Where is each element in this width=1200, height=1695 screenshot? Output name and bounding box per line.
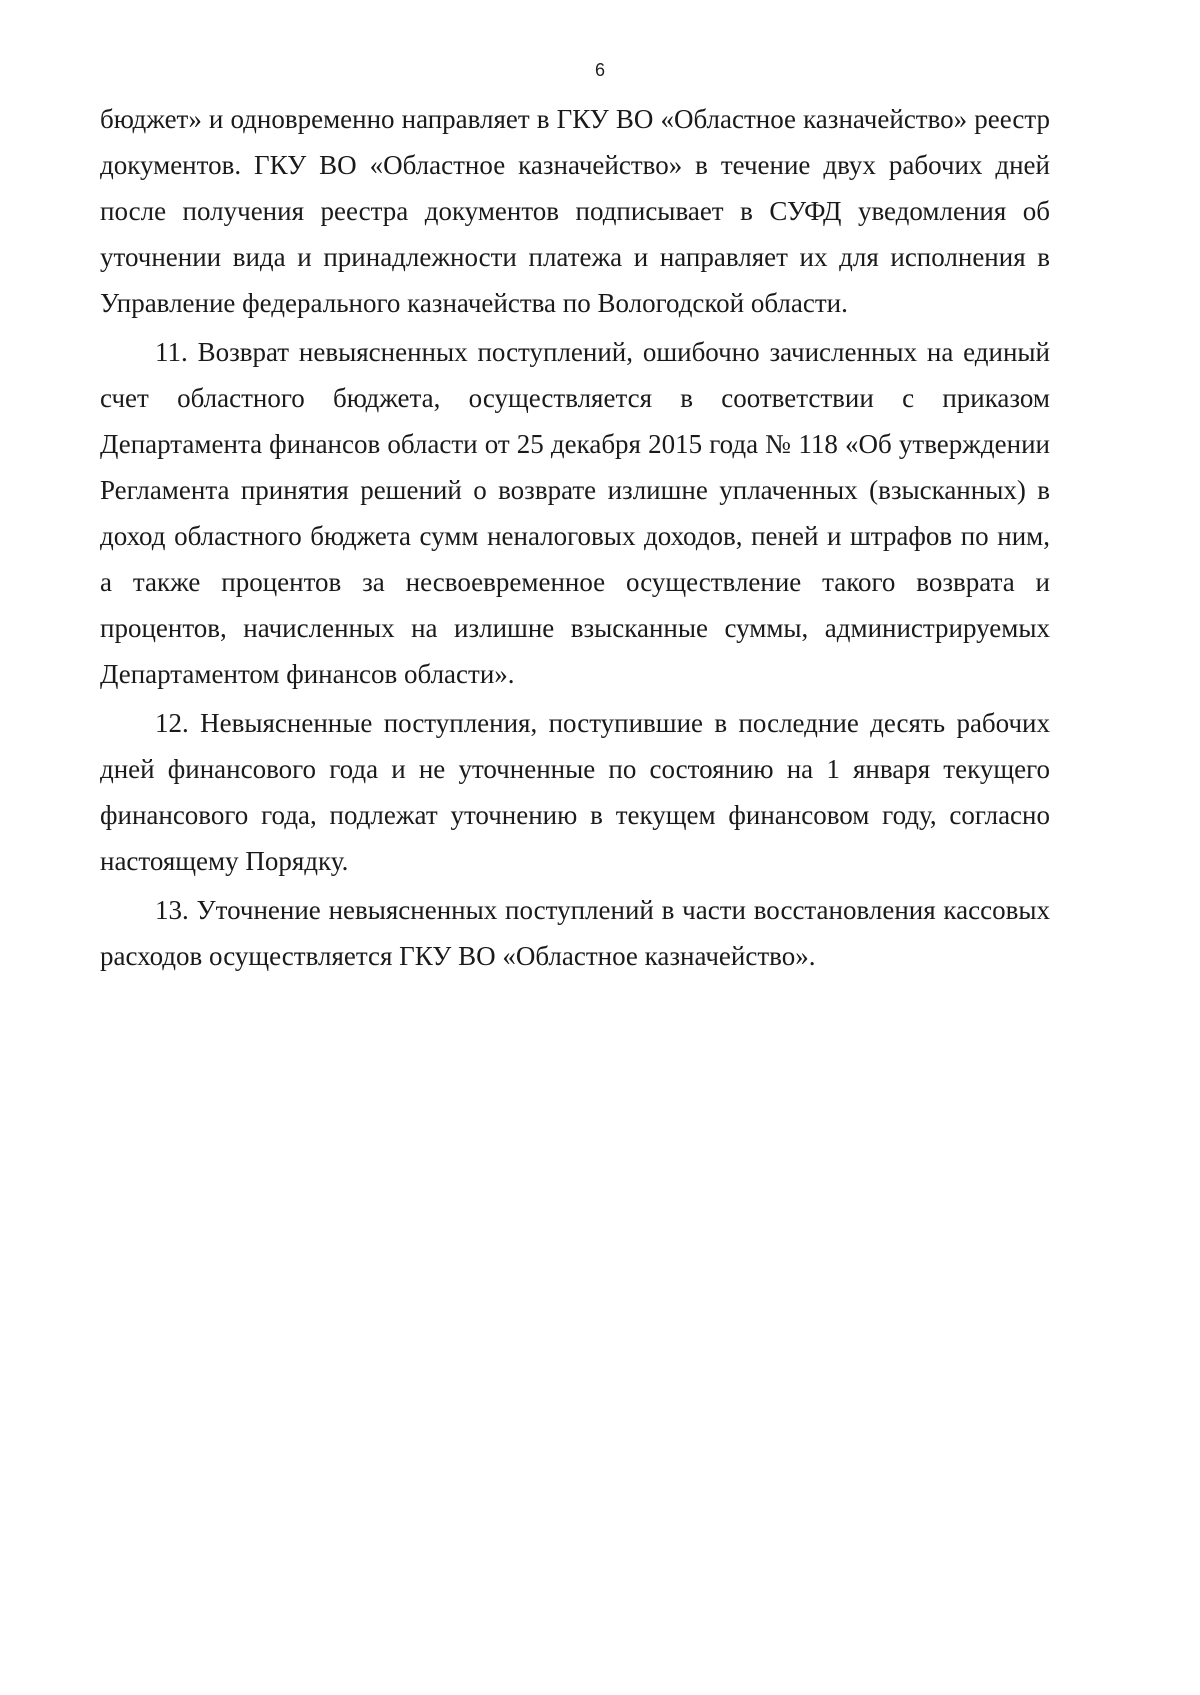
paragraph-13: 13. Уточнение невыясненных поступлений в части восстановления кассовых расходов осуществляется ГКУ ВО «Областное казначейство». xyxy=(100,895,1050,971)
paragraph-continuation: бюджет» и одновременно направляет в ГКУ ВО «Областное казначейство» реестр документов. ГКУ ВО «Областное казначейство» в течение двух рабочих дней после получения реестра документов подписывает в СУФД уведомления об уточнении вида и принадлежности платежа и направляет их для исполнения в Управление федерального казначейства по Вологодской области. xyxy=(100,104,1050,318)
paragraph-11: 11. Возврат невыясненных поступлений, ошибочно зачисленных на единый счет областного бюджета, осуществляется в соответствии с приказом Департамента финансов области от 25 декабря 2015 года № 118 «Об утверждении Регламента принятия решений о возврате излишне уплаченных (взысканных) в доход областного бюджета сумм неналоговых доходов, пеней и штрафов по ним, а также процентов за несвоевременное осуществление такого возврата и процентов, начисленных на излишне взысканные суммы, администрируемых Департаментом финансов области». xyxy=(100,337,1050,689)
paragraph-12: 12. Невыясненные поступления, поступившие в последние десять рабочих дней финансового года и не уточненные по состоянию на 1 января текущего финансового года, подлежат уточнению в текущем финансовом году, согласно настоящему Порядку. xyxy=(100,708,1050,876)
page-number: 6 xyxy=(594,60,605,80)
document-body xyxy=(100,96,1050,982)
